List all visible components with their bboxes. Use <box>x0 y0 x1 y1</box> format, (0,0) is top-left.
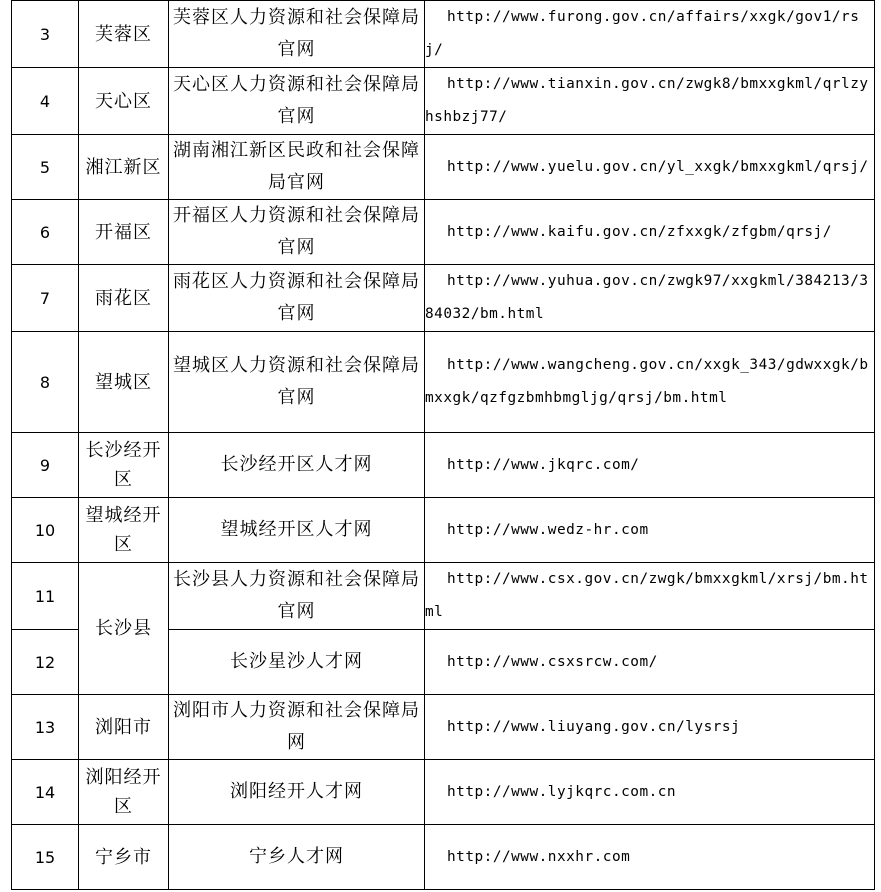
site-name-cell: 浏阳市人力资源和社会保障局网 <box>169 695 425 760</box>
url-cell[interactable]: http://www.yuelu.gov.cn/yl_xxgk/bmxxgkml/qrsj/ <box>425 135 875 200</box>
row-number: 3 <box>12 1 79 68</box>
site-name-cell: 宁乡人才网 <box>169 825 425 890</box>
url-cell[interactable]: http://www.liuyang.gov.cn/lysrsj <box>425 695 875 760</box>
table-row <box>12 265 875 332</box>
site-name-cell: 芙蓉区人力资源和社会保障局官网 <box>169 1 425 68</box>
table-row <box>12 433 875 498</box>
district-cell: 浏阳经开区 <box>79 760 169 825</box>
row-number: 14 <box>12 760 79 825</box>
row-number: 10 <box>12 498 79 563</box>
site-name-cell: 湖南湘江新区民政和社会保障局官网 <box>169 135 425 200</box>
row-number: 8 <box>12 332 79 433</box>
row-number: 4 <box>12 68 79 135</box>
table-row <box>12 825 875 890</box>
row-number: 15 <box>12 825 79 890</box>
row-number: 5 <box>12 135 79 200</box>
url-cell[interactable]: http://www.csx.gov.cn/zwgk/bmxxgkml/xrsj/bm.html <box>425 563 875 630</box>
district-cell: 宁乡市 <box>79 825 169 890</box>
site-name-cell: 长沙经开区人才网 <box>169 433 425 498</box>
district-cell: 天心区 <box>79 68 169 135</box>
url-cell[interactable]: http://www.csxsrcw.com/ <box>425 630 875 695</box>
website-table <box>11 0 875 890</box>
url-cell[interactable]: http://www.wedz-hr.com <box>425 498 875 563</box>
table-row <box>12 563 875 630</box>
district-cell: 望城区 <box>79 332 169 433</box>
url-cell[interactable]: http://www.jkqrc.com/ <box>425 433 875 498</box>
district-cell: 湘江新区 <box>79 135 169 200</box>
district-cell: 浏阳市 <box>79 695 169 760</box>
district-cell: 长沙经开区 <box>79 433 169 498</box>
district-cell: 雨花区 <box>79 265 169 332</box>
site-name-cell: 长沙星沙人才网 <box>169 630 425 695</box>
url-cell[interactable]: http://www.nxxhr.com <box>425 825 875 890</box>
district-cell: 望城经开区 <box>79 498 169 563</box>
row-number: 11 <box>12 563 79 630</box>
table-row <box>12 498 875 563</box>
url-cell[interactable]: http://www.lyjkqrc.com.cn <box>425 760 875 825</box>
table-row <box>12 68 875 135</box>
site-name-cell: 望城经开区人才网 <box>169 498 425 563</box>
table-row <box>12 695 875 760</box>
site-name-cell: 长沙县人力资源和社会保障局官网 <box>169 563 425 630</box>
row-number: 13 <box>12 695 79 760</box>
row-number: 9 <box>12 433 79 498</box>
site-name-cell: 开福区人力资源和社会保障局官网 <box>169 200 425 265</box>
site-name-cell: 雨花区人力资源和社会保障局官网 <box>169 265 425 332</box>
table-row <box>12 760 875 825</box>
district-cell: 芙蓉区 <box>79 1 169 68</box>
url-cell[interactable]: http://www.yuhua.gov.cn/zwgk97/xxgkml/384213/384032/bm.html <box>425 265 875 332</box>
site-name-cell: 天心区人力资源和社会保障局官网 <box>169 68 425 135</box>
table-row <box>12 1 875 68</box>
site-name-cell: 浏阳经开人才网 <box>169 760 425 825</box>
table-row <box>12 332 875 433</box>
table-row <box>12 135 875 200</box>
district-cell: 开福区 <box>79 200 169 265</box>
url-cell[interactable]: http://www.kaifu.gov.cn/zfxxgk/zfgbm/qrsj/ <box>425 200 875 265</box>
url-cell[interactable]: http://www.tianxin.gov.cn/zwgk8/bmxxgkml/qrlzyhshbzj77/ <box>425 68 875 135</box>
district-cell: 长沙县 <box>79 563 169 695</box>
url-cell[interactable]: http://www.wangcheng.gov.cn/xxgk_343/gdwxxgk/bmxxgk/qzfgzbmhbmgljg/qrsj/bm.html <box>425 332 875 433</box>
url-cell[interactable]: http://www.furong.gov.cn/affairs/xxgk/gov1/rsj/ <box>425 1 875 68</box>
table-row <box>12 200 875 265</box>
row-number: 6 <box>12 200 79 265</box>
row-number: 7 <box>12 265 79 332</box>
site-name-cell: 望城区人力资源和社会保障局官网 <box>169 332 425 433</box>
row-number: 12 <box>12 630 79 695</box>
